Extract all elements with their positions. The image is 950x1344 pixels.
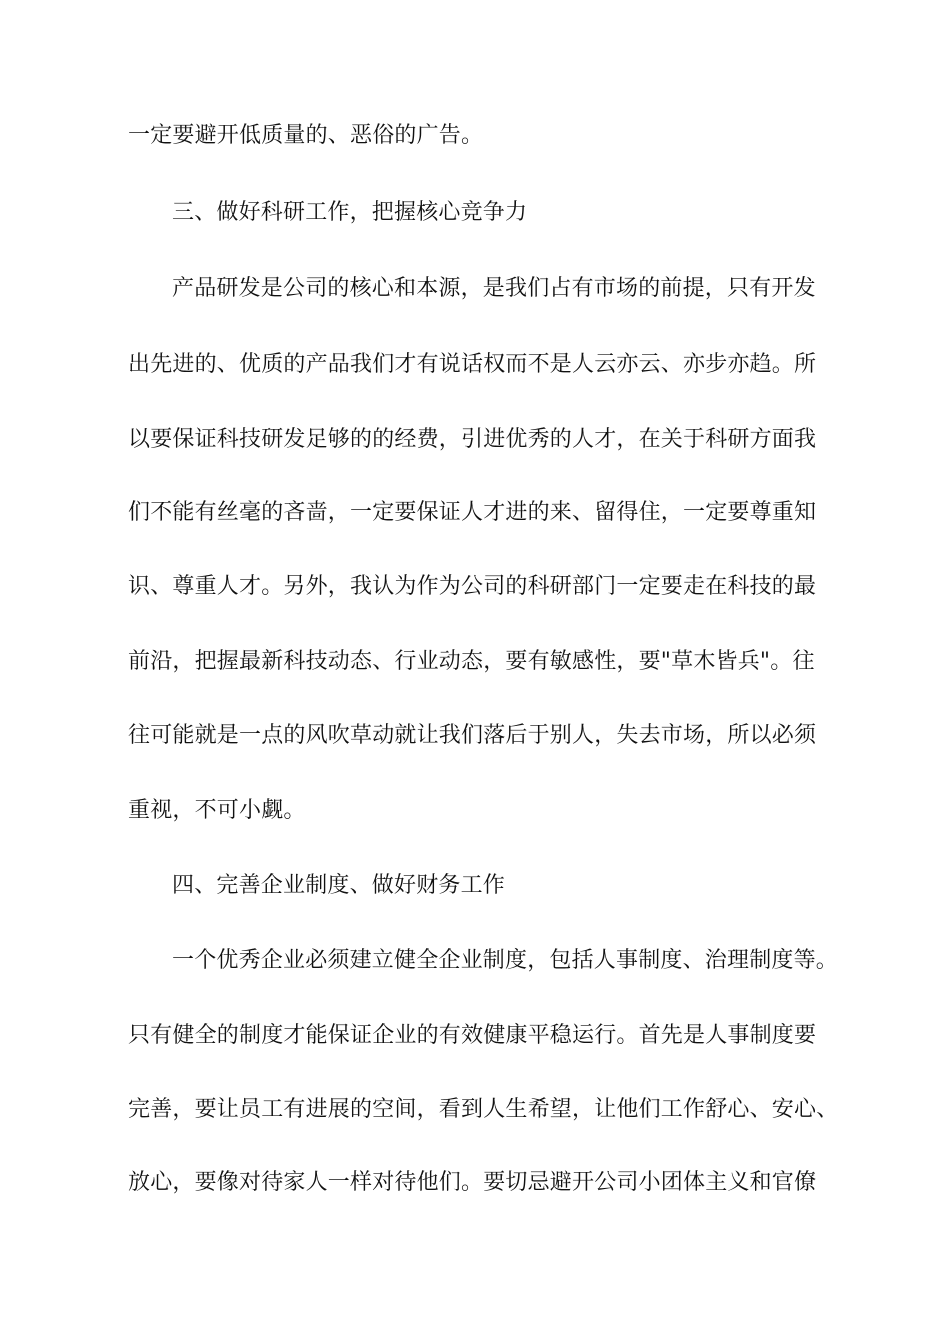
section-heading-3: 三、做好科研工作，把握核心竞争力 — [172, 200, 528, 225]
paragraph-line: 以要保证科技研发足够的的经费，引进优秀的人才，在关于科研方面我 — [128, 427, 817, 452]
text-line-continuation: 一定要避开低质量的、恶俗的广告。 — [128, 123, 484, 148]
paragraph-line: 一个优秀企业必须建立健全企业制度，包括人事制度、治理制度等。 — [172, 948, 839, 973]
paragraph-line: 识、尊重人才。另外，我认为作为公司的科研部门一定要走在科技的最 — [128, 574, 817, 599]
paragraph-line: 只有健全的制度才能保证企业的有效健康平稳运行。首先是人事制度要 — [128, 1023, 817, 1048]
paragraph-line: 前沿，把握最新科技动态、行业动态，要有敏感性，要"草木皆兵"。往 — [128, 649, 815, 674]
paragraph-line: 完善，要让员工有进展的空间，看到人生希望，让他们工作舒心、安心、 — [128, 1097, 839, 1122]
paragraph-line: 放心，要像对待家人一样对待他们。要切忌避开公司小团体主义和官僚 — [128, 1170, 817, 1195]
paragraph-line: 往可能就是一点的风吹草动就让我们落后于别人，失去市场，所以必须 — [128, 723, 817, 748]
paragraph-line: 们不能有丝毫的吝啬，一定要保证人才进的来、留得住，一定要尊重知 — [128, 500, 817, 525]
paragraph-line: 产品研发是公司的核心和本源，是我们占有市场的前提，只有开发 — [172, 276, 816, 301]
paragraph-line: 重视，不可小觑。 — [128, 798, 306, 823]
paragraph-line: 出先进的、优质的产品我们才有说话权而不是人云亦云、亦步亦趋。所 — [128, 352, 817, 377]
section-heading-4: 四、完善企业制度、做好财务工作 — [172, 873, 506, 898]
